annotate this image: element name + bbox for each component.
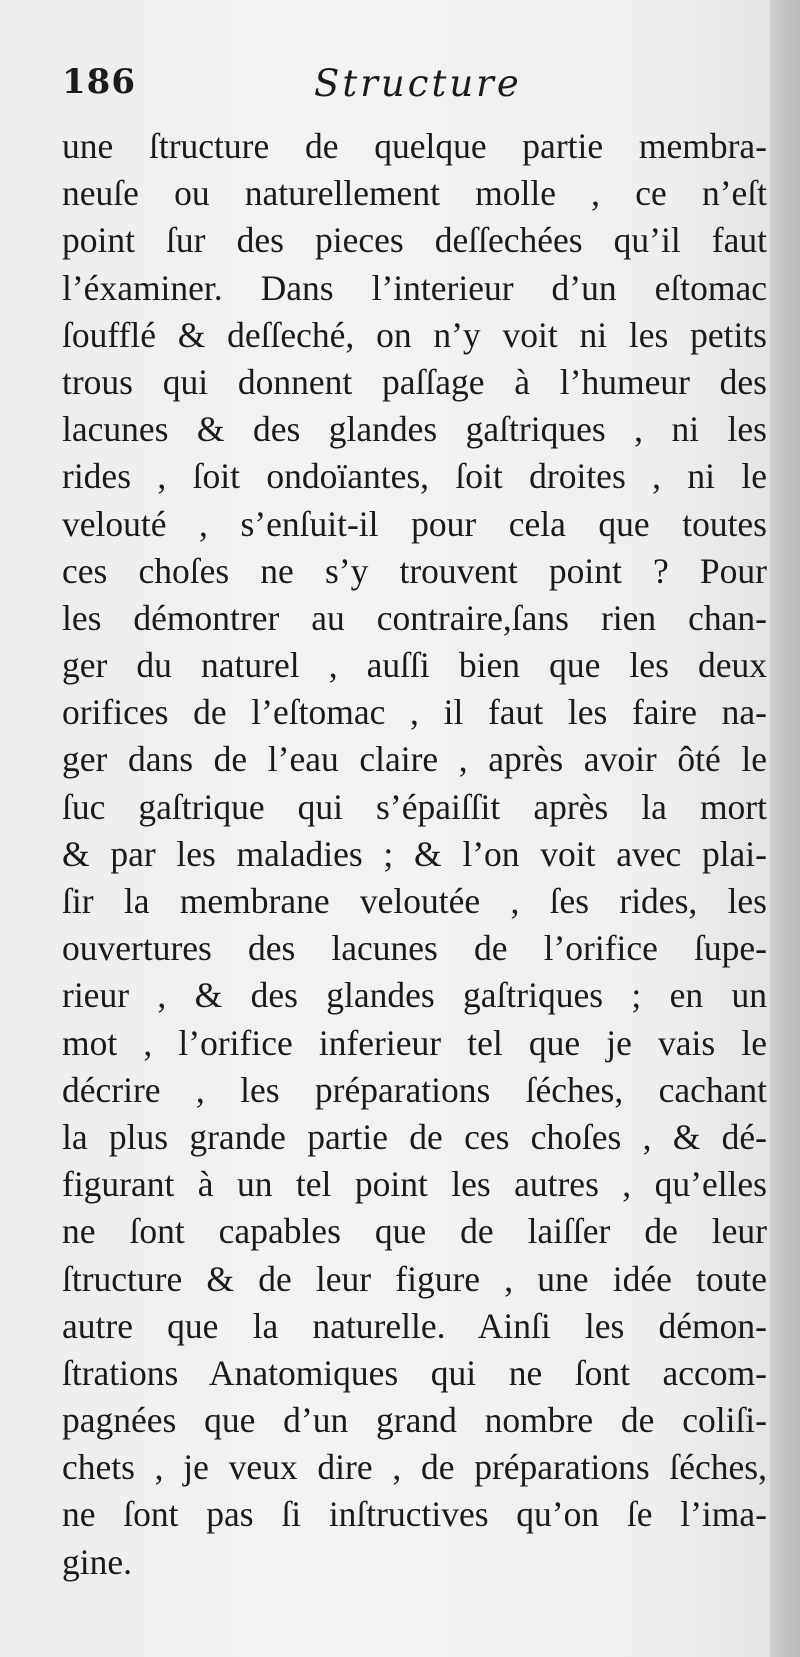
text-line: velouté , s’enſuit-il pour cela que toutes [62,503,767,544]
text-line: ouvertures des lacunes de l’orifice ſupe- [62,928,767,969]
text-line: ces choſes ne s’y trouvent point ? Pour [62,550,767,591]
text-line: ſtructure & de leur figure , une idée toute [62,1258,767,1299]
text-line: & par les maladies ; & l’on voit avec plai- [62,833,767,874]
text-line: décrire , les préparations ſéches, cachant [62,1069,767,1110]
text-line: point ſur des pieces deſſechées qu’il faut [62,220,767,261]
text-line: la plus grande partie de ces choſes , & dé- [62,1116,767,1157]
text-line: orifices de l’eſtomac , il faut les faire na- [62,692,767,733]
text-line: autre que la naturelle. Ainſi les démon- [62,1305,767,1346]
text-line: lacunes & des glandes gaſtriques , ni les [62,409,767,450]
text-line: ſir la membrane veloutée , ſes rides, les [62,881,767,921]
text-line: rieur , & des glandes gaſtriques ; en un [62,975,767,1016]
text-line: rides , ſoit ondoïantes, ſoit droites , ni le [62,456,767,497]
text-line: ger du naturel , auſſi bien que les deux [62,645,767,686]
page-gutter-shadow [770,0,800,1657]
text-line: ſuc gaſtrique qui s’épaiſſit après la mort [62,786,767,827]
text-line: ſoufflé & deſſeché, on n’y voit ni les petits [62,314,767,355]
page-number: 186 [62,62,136,102]
text-line: gine. [62,1541,132,1582]
text-line: une ſtructure de quelque partie membra- [62,126,767,166]
text-line: l’éxaminer. Dans l’interieur d’un eſtomac [62,267,767,308]
text-line: neuſe ou naturellement molle , ce n’eſt [62,173,767,214]
running-head: Structure [314,62,522,105]
text-line: ne ſont pas ſi inſtructives qu’on ſe l’ima- [62,1494,767,1535]
text-line: trous qui donnent paſſage à l’humeur des [62,361,767,402]
text-line: figurant à un tel point les autres , qu’elles [62,1164,767,1205]
text-line: les démontrer au contraire,ſans rien chan- [62,597,767,638]
page-header [62,62,742,114]
text-line: pagnées que d’un grand nombre de coliſi- [62,1400,767,1441]
text-line: ne ſont capables que de laiſſer de leur [62,1211,767,1252]
text-line: ger dans de l’eau claire , après avoir ôté le [62,739,767,780]
body-text [62,123,767,1586]
text-line: chets , je veux dire , de préparations ſéches, [62,1447,767,1488]
text-line: ſtrations Anatomiques qui ne ſont accom- [62,1352,767,1393]
text-line: mot , l’orifice inferieur tel que je vais le [62,1022,767,1063]
